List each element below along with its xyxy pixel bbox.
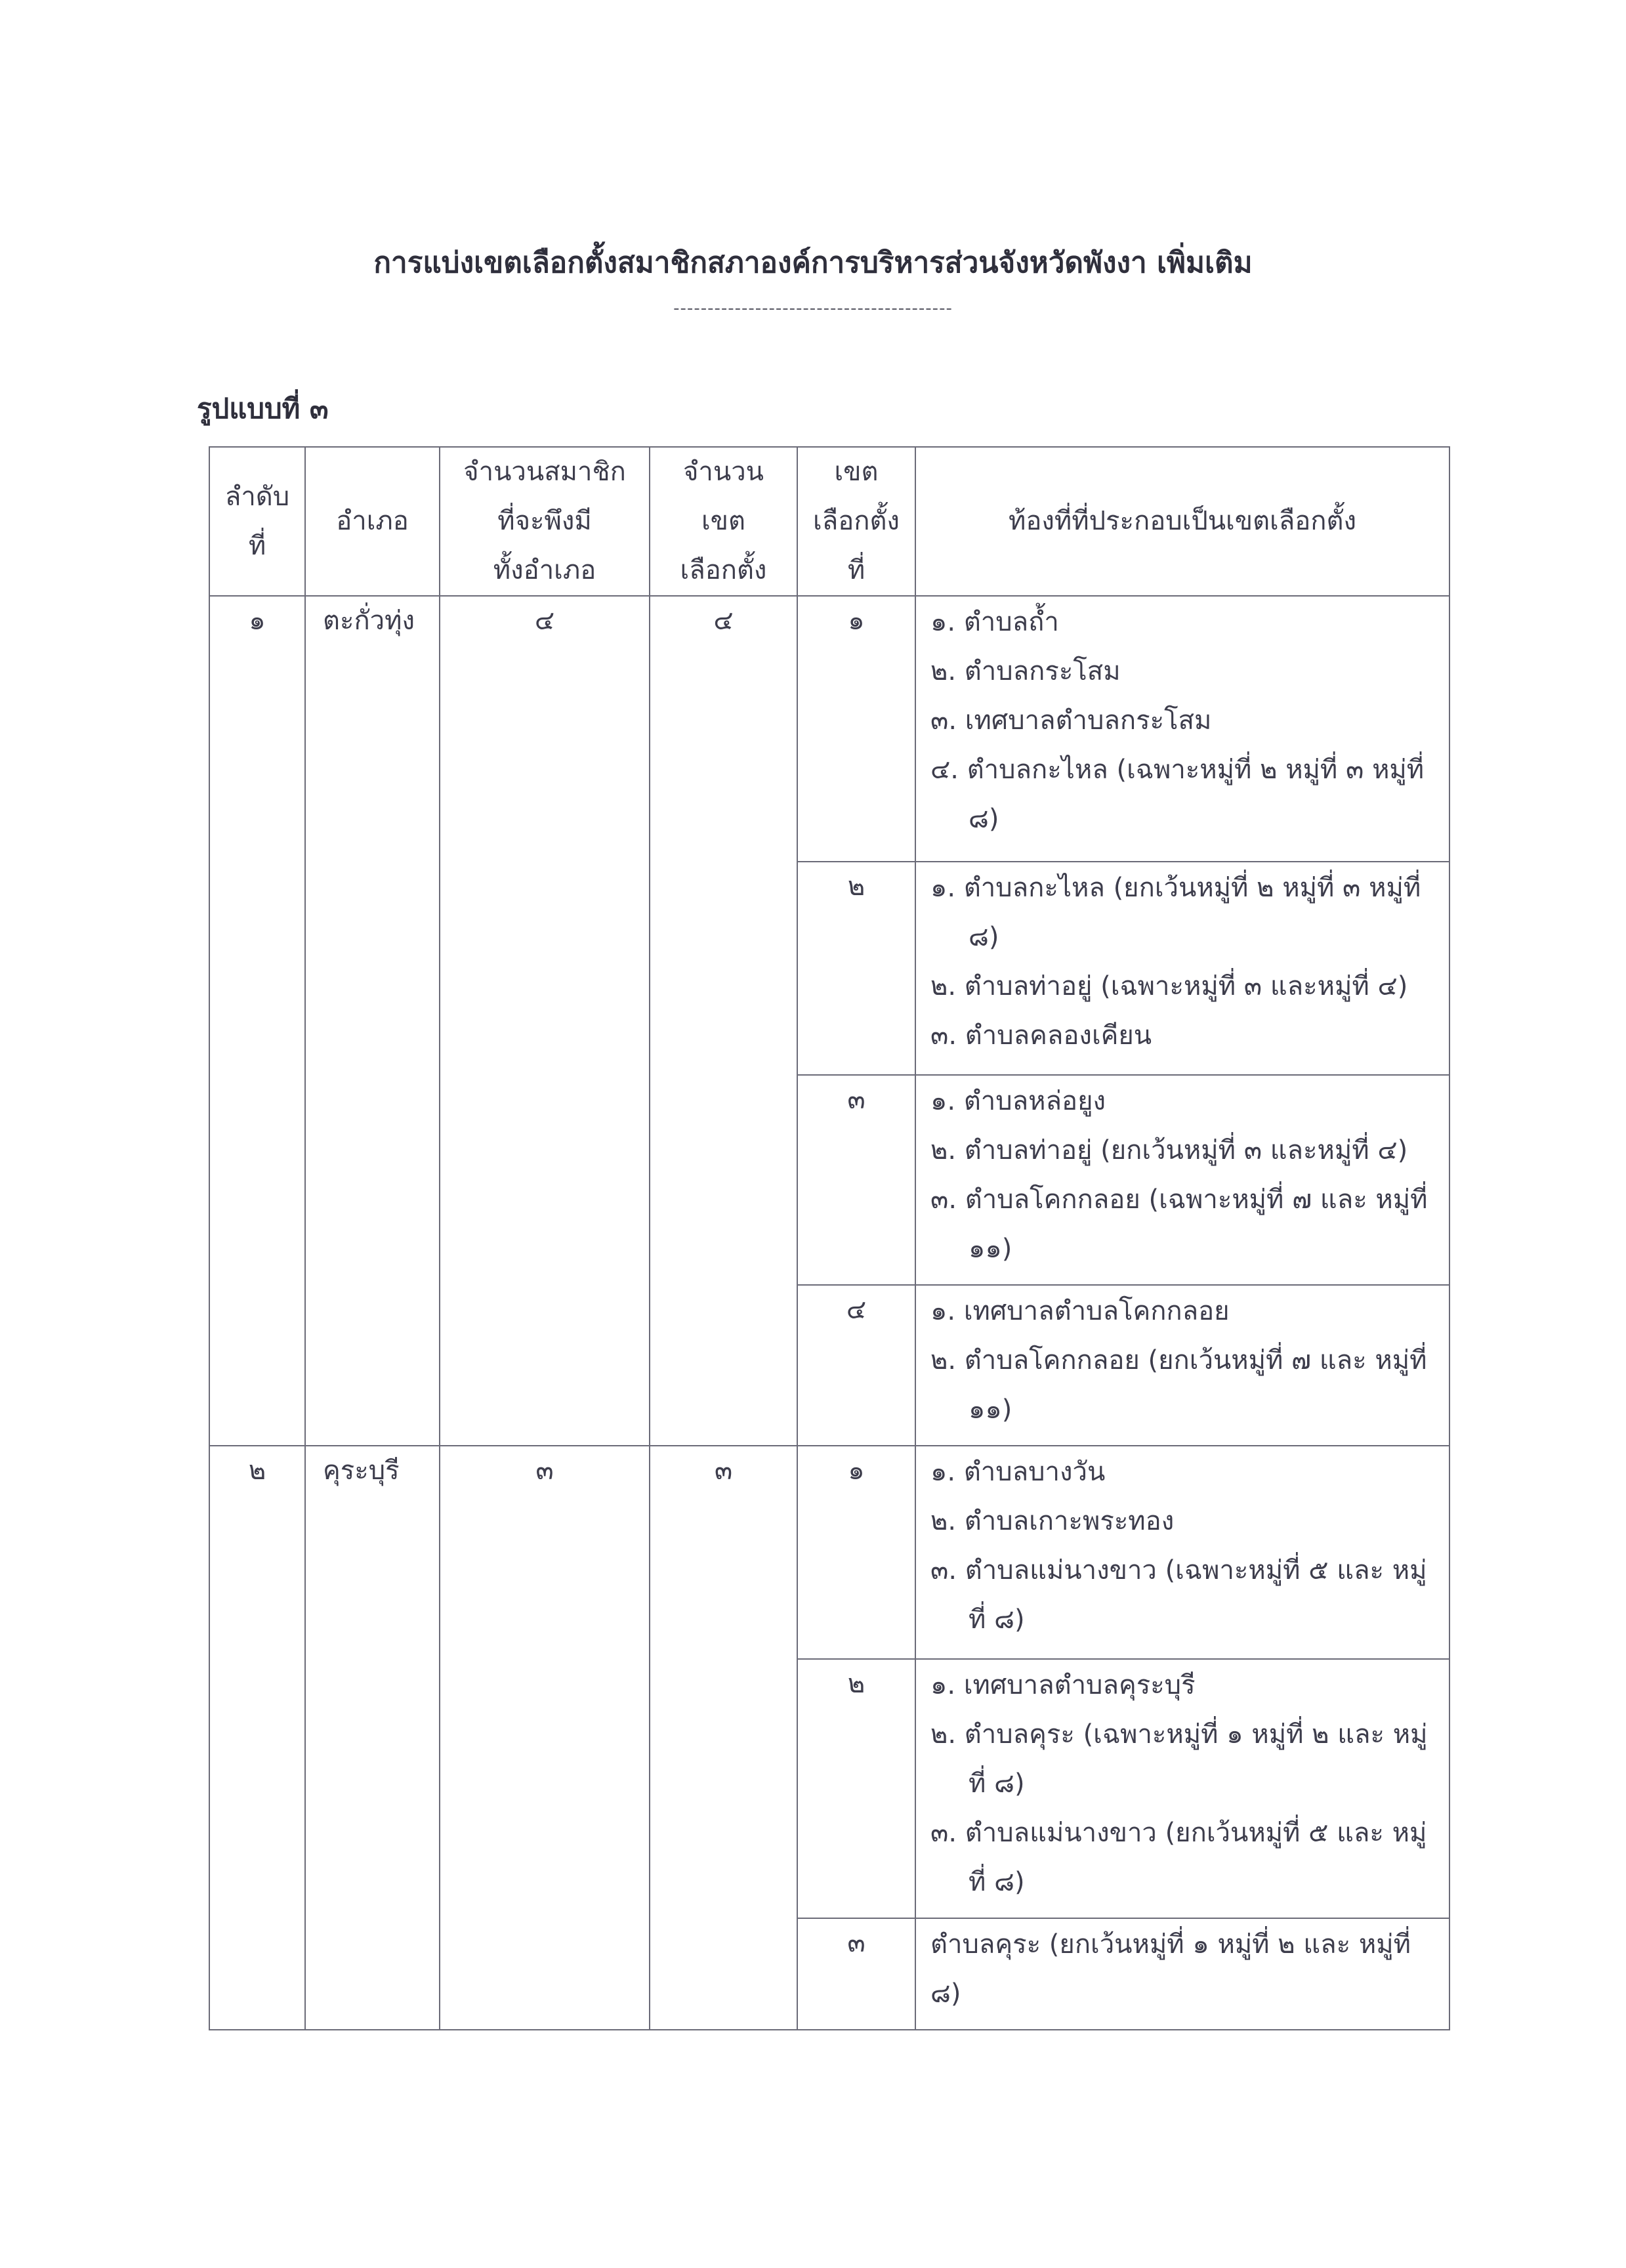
order-cell: ๑ [209, 596, 305, 1446]
areas-cell [915, 1446, 1449, 1659]
districts-cell: ๔ [650, 596, 797, 1446]
area-item: ๓. ตำบลแม่นางขาว (ยกเว้นหมู่ที่ ๕ และ หมู่ที่ ๘) [930, 1818, 1427, 1897]
table-row [209, 596, 1449, 862]
election-district-table [209, 446, 1450, 2030]
area-item: ๒. ตำบลคุระ (เฉพาะหมู่ที่ ๑ หมู่ที่ ๒ และ หมู่ที่ ๘) [930, 1719, 1428, 1799]
area-item: ๓. เทศบาลตำบลกระโสม [930, 705, 1212, 736]
area-item: ๓. ตำบลแม่นางขาว (เฉพาะหมู่ที่ ๕ และ หมู่ที่ ๘) [930, 1555, 1427, 1635]
header-districts: จำนวน เขต เลือกตั้ง [650, 447, 797, 596]
members-cell: ๔ [440, 596, 650, 1446]
table-row [209, 1446, 1449, 1659]
amphoe-cell: คุระบุรี [305, 1446, 440, 2030]
header-amphoe: อำเภอ [305, 447, 440, 596]
area-item: ๑. เทศบาลตำบลโคกกลอย [930, 1296, 1230, 1326]
area-item: ๒. ตำบลกระโสม [930, 656, 1121, 686]
area-item: ๓. ตำบลโคกกลอย (เฉพาะหมู่ที่ ๗ และ หมู่ที่ ๑๑) [930, 1185, 1428, 1264]
districts-cell: ๓ [650, 1446, 797, 2030]
district-no-cell: ๓ [797, 1075, 915, 1285]
members-cell: ๓ [440, 1446, 650, 2030]
district-no-cell: ๑ [797, 596, 915, 862]
areas-cell [915, 1075, 1449, 1285]
title-underline: ----------------------------------------- [673, 299, 953, 318]
area-item: ๒. ตำบลโคกกลอย (ยกเว้นหมู่ที่ ๗ และ หมู่ที่ ๑๑) [930, 1345, 1427, 1425]
table-header-row [209, 447, 1449, 596]
areas-cell [915, 1659, 1449, 1918]
header-order: ลำดับ ที่ [209, 447, 305, 596]
header-members: จำนวนสมาชิก ที่จะพึงมี ทั้งอำเภอ [440, 447, 650, 596]
area-item: ๔. ตำบลกะไหล (เฉพาะหมู่ที่ ๒ หมู่ที่ ๓ หมู่ที่ ๘) [930, 755, 1425, 834]
area-item: ๒. ตำบลเกาะพระทอง [930, 1506, 1175, 1536]
area-item: ๑. ตำบลถ้ำ [930, 607, 1059, 637]
areas-cell [915, 862, 1449, 1075]
district-no-cell: ๒ [797, 862, 915, 1075]
form-label: รูปแบบที่ ๓ [197, 392, 329, 425]
amphoe-cell: ตะกั่วทุ่ง [305, 596, 440, 1446]
areas-cell [915, 1918, 1449, 2030]
area-item: ๒. ตำบลท่าอยู่ (ยกเว้นหมู่ที่ ๓ และหมู่ที่ ๔) [930, 1135, 1408, 1166]
district-no-cell: ๑ [797, 1446, 915, 1659]
order-cell: ๒ [209, 1446, 305, 2030]
header-areas: ท้องที่ที่ประกอบเป็นเขตเลือกตั้ง [915, 447, 1449, 596]
district-no-cell: ๔ [797, 1285, 915, 1446]
area-item: ตำบลคุระ (ยกเว้นหมู่ที่ ๑ หมู่ที่ ๒ และ หมู่ที่ ๘) [930, 1929, 1411, 2009]
area-item: ๑. เทศบาลตำบลคุระบุรี [930, 1670, 1196, 1700]
area-item: ๒. ตำบลท่าอยู่ (เฉพาะหมู่ที่ ๓ และหมู่ที่ ๔) [930, 971, 1408, 1001]
areas-cell [915, 1285, 1449, 1446]
page-title: การแบ่งเขตเลือกตั้งสมาชิกสภาองค์การบริหารส่วนจังหวัดพังงา เพิ่มเติม [373, 246, 1253, 280]
area-item: ๓. ตำบลคลองเคียน [930, 1020, 1152, 1051]
area-item: ๑. ตำบลหล่อยูง [930, 1086, 1106, 1116]
area-item: ๑. ตำบลกะไหล (ยกเว้นหมู่ที่ ๒ หมู่ที่ ๓ หมู่ที่ ๘) [930, 873, 1421, 952]
area-item: ๑. ตำบลบางวัน [930, 1457, 1106, 1487]
header-district-no: เขต เลือกตั้ง ที่ [797, 447, 915, 596]
areas-cell [915, 596, 1449, 862]
district-no-cell: ๒ [797, 1659, 915, 1918]
district-no-cell: ๓ [797, 1918, 915, 2030]
